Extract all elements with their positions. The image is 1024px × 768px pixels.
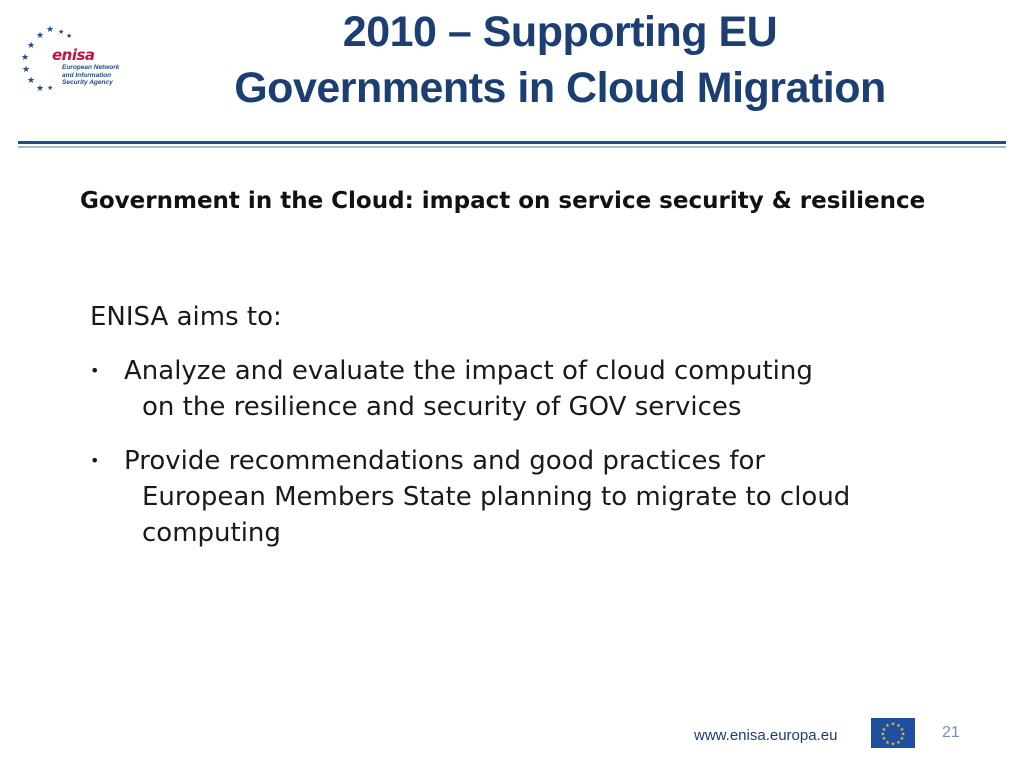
svg-text:★: ★ [58,28,65,36]
title-line-2: Governments in Cloud Migration [234,64,886,112]
svg-text:★: ★ [885,723,890,729]
logo-tagline: European Network and Information Security Agency [62,64,120,86]
title-line-1: 2010 – Supporting EU [342,8,778,56]
bullet-first-line: Provide recommendations and good practices for [124,446,766,476]
svg-text:★: ★ [900,731,906,738]
footer-url-link[interactable]: www.enisa.europa.eu [694,727,838,744]
svg-text:★: ★ [36,31,45,41]
eu-flag-icon [871,718,915,748]
enisa-logo [14,24,126,94]
bullet-icon: • [90,451,100,470]
svg-text:★: ★ [890,741,896,748]
svg-text:★: ★ [899,736,905,742]
logo-wordmark: enisa [52,46,95,64]
svg-text:★: ★ [890,721,896,728]
slide-body [90,299,970,569]
slide-subtitle: Government in the Cloud: impact on service security & resilience [80,188,926,214]
svg-text:★: ★ [46,25,55,35]
svg-text:★: ★ [896,723,901,729]
svg-text:★: ★ [881,727,887,733]
page-number: 21 [942,724,960,741]
svg-text:★: ★ [899,727,905,733]
svg-text:★: ★ [47,84,54,92]
header-divider-shadow [18,146,1006,148]
svg-text:★: ★ [896,740,901,746]
svg-text:★: ★ [66,32,73,40]
svg-text:★: ★ [27,76,36,86]
bullet-icon: • [90,361,100,380]
bullet-continuation: on the resilience and security of GOV services [142,392,742,422]
lead-text: ENISA aims to: [90,302,282,332]
svg-text:★: ★ [27,41,36,51]
svg-text:★: ★ [880,731,886,738]
svg-text:★: ★ [881,736,887,742]
bullet-continuation: European Members State planning to migrate to cloud computing [142,482,851,548]
svg-text:★: ★ [22,65,31,75]
bullet-item [90,353,970,425]
bullet-first-line: Analyze and evaluate the impact of cloud computing [124,356,813,386]
svg-text:★: ★ [36,84,45,94]
header-divider [18,141,1006,144]
svg-text:★: ★ [21,53,30,63]
page-title [130,4,990,116]
bullet-item [90,443,970,551]
svg-text:★: ★ [885,740,890,746]
